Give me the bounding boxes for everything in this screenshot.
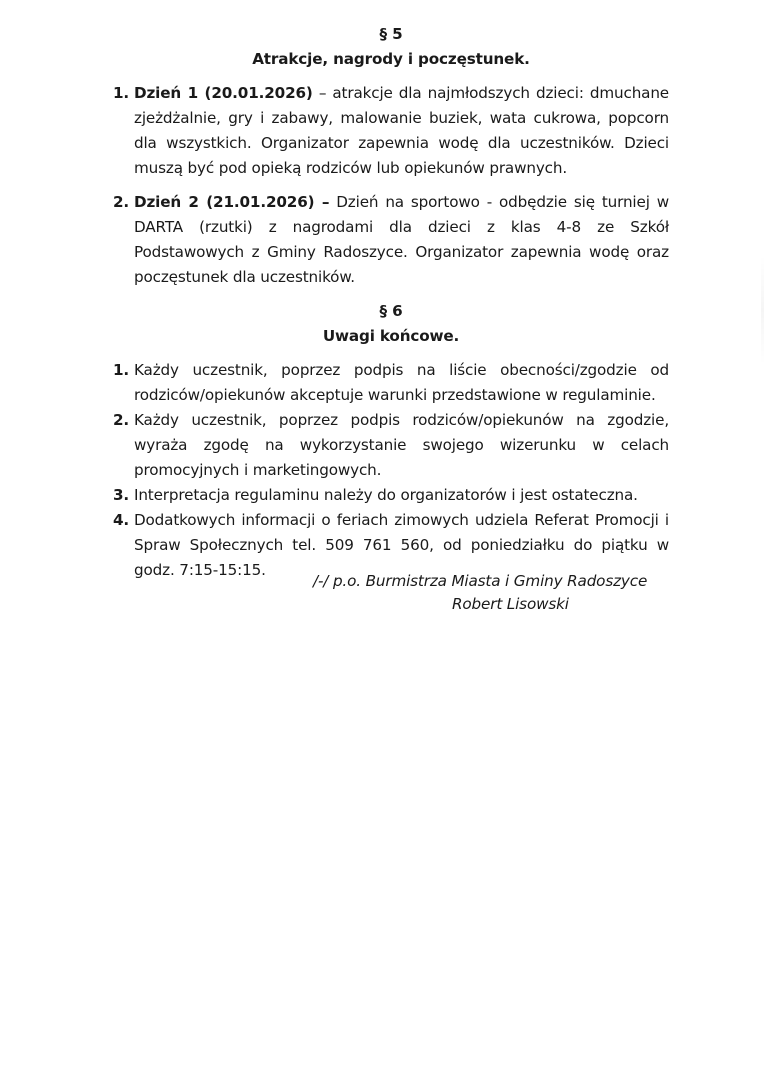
section-6-item-1 xyxy=(113,358,669,408)
signature-name: Robert Lisowski xyxy=(452,595,569,613)
section-6-number: § 6 xyxy=(379,302,403,320)
item-number: 1. xyxy=(113,84,130,102)
document-body xyxy=(113,22,669,583)
section-6 xyxy=(113,299,669,583)
section-5-list xyxy=(113,81,669,290)
item-text: Interpretacja regulaminu należy do organizatorów i jest ostateczna. xyxy=(134,486,638,504)
section-6-title: Uwagi końcowe. xyxy=(322,327,460,345)
item-number: 2. xyxy=(113,411,130,429)
item-bold-lead: Dzień 2 (21.01.2026) – xyxy=(134,193,330,211)
section-6-list xyxy=(113,358,669,583)
item-text: – atrakcje dla najmłodszych dzieci: dmuchane zjeżdżalnie, gry i zabawy, malowanie buziek, wata cukrowa, popcorn dla wszystkich. Organizator zapewnia wodę dla uczestników. Dzieci muszą być pod opieką rodziców lub opiekunów prawnych. xyxy=(134,84,670,177)
section-gap xyxy=(113,290,669,299)
item-text: Dodatkowych informacji o feriach zimowych udziela Referat Promocji i Spraw Społecznych tel. 509 761 560, od poniedziałku do piątku w godz. 7:15-15:15. xyxy=(134,511,669,579)
section-5-title: Atrakcje, nagrody i poczęstunek. xyxy=(252,50,530,68)
section-5-item-2 xyxy=(113,190,669,290)
section-6-item-3 xyxy=(113,483,669,508)
signature-block xyxy=(313,570,673,616)
item-number: 2. xyxy=(113,193,130,211)
item-text: Każdy uczestnik, poprzez podpis rodziców/opiekunów na zgodzie, wyraża zgodę na wykorzystanie swojego wizerunku w celach promocyjnych i marketingowych. xyxy=(134,411,669,479)
item-text: Dzień na sportowo - odbędzie się turniej w DARTA (rzutki) z nagrodami dla dzieci z klas 4-8 ze Szkół Podstawowych z Gminy Radoszyce. Organizator zapewnia wodę oraz poczęstunek dla uczestników. xyxy=(134,193,669,286)
item-bold-lead: Dzień 1 (20.01.2026) xyxy=(134,84,313,102)
signature-title: /-/ p.o. Burmistrza Miasta i Gminy Radoszyce xyxy=(313,572,648,590)
section-5-item-1 xyxy=(113,81,669,181)
section-5-number: § 5 xyxy=(379,25,403,43)
item-number: 1. xyxy=(113,361,130,379)
section-5 xyxy=(113,22,669,290)
item-number: 4. xyxy=(113,511,130,529)
section-6-item-2 xyxy=(113,408,669,483)
item-text: Każdy uczestnik, poprzez podpis na liście obecności/zgodzie od rodziców/opiekunów akceptuje warunki przedstawione w regulaminie. xyxy=(134,361,669,404)
item-number: 3. xyxy=(113,486,130,504)
